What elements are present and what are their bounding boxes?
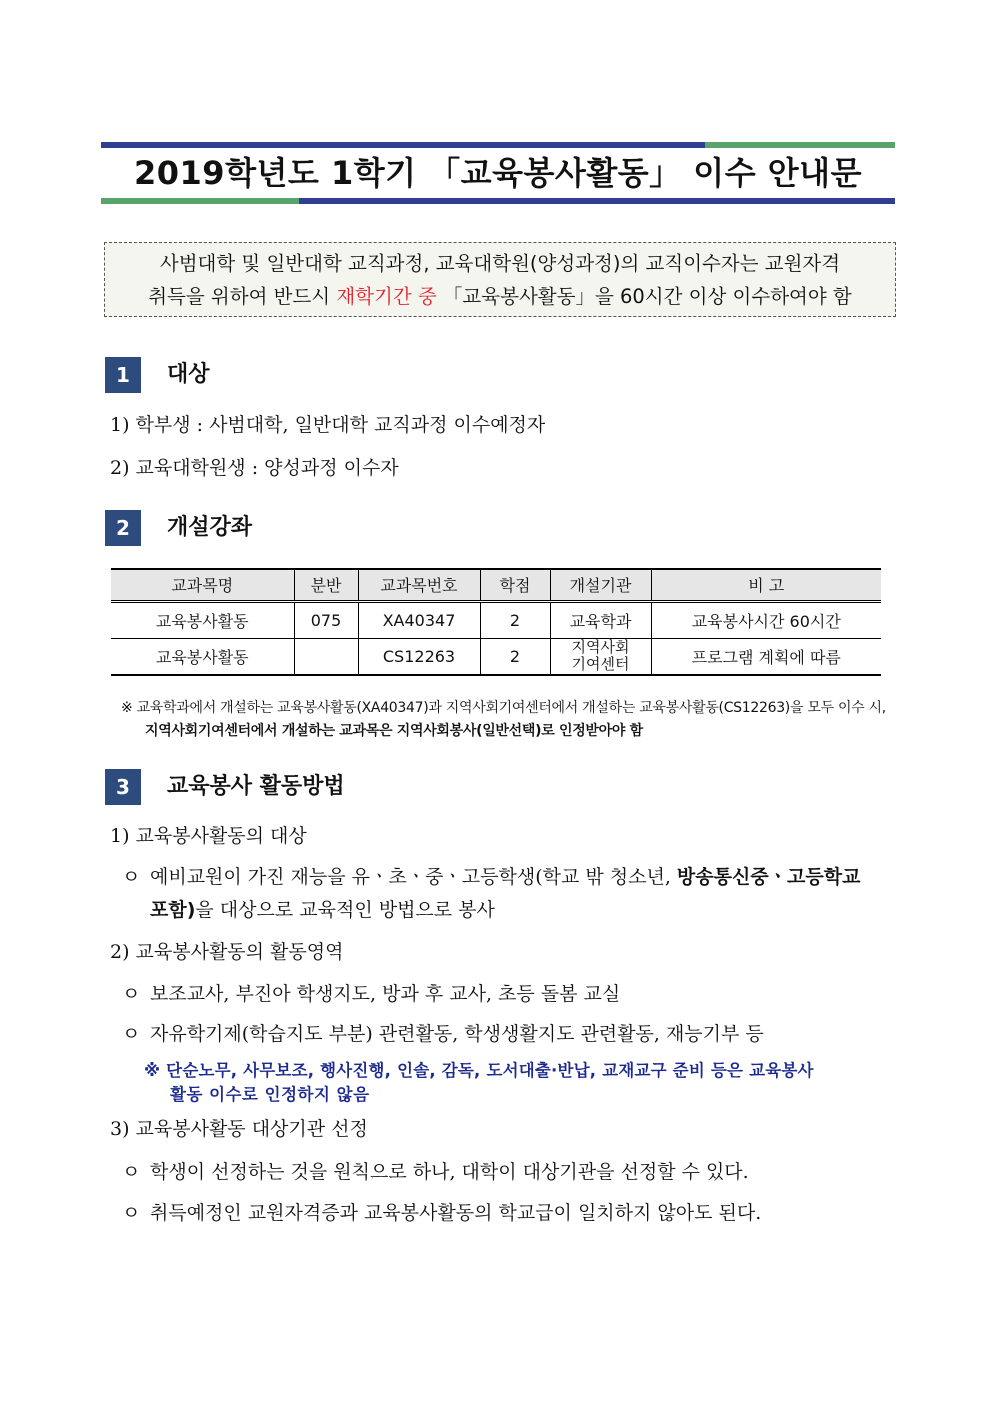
cell-organization-line-1: 지역사회 bbox=[571, 638, 630, 657]
notice-highlight: 재학기간 중 bbox=[336, 285, 437, 308]
bullet-marker: ㅇ bbox=[122, 983, 141, 1005]
header-credit: 학점 bbox=[480, 569, 550, 601]
cell-organization-line-2: 기여센터 bbox=[571, 655, 630, 674]
section-1-title: 대상 bbox=[167, 362, 210, 387]
bullet-2 bbox=[122, 980, 620, 1008]
cell-organization: 교육학과 bbox=[550, 601, 651, 638]
section-1-item-1: 1) 학부생 : 사범대학, 일반대학 교직과정 이수예정자 bbox=[110, 414, 546, 436]
header-course-code: 교과목번호 bbox=[358, 569, 480, 601]
bullet-marker: ㅇ bbox=[122, 1202, 141, 1224]
bullet-5-text: 취득예정인 교원자격증과 교육봉사활동의 학교급이 일치하지 않아도 된다. bbox=[150, 1202, 762, 1224]
section-2-number: 2 bbox=[105, 510, 141, 546]
bullet-5 bbox=[122, 1199, 761, 1227]
section-3-title: 교육봉사 활동방법 bbox=[167, 774, 345, 799]
bullet-1-text-2: 을 대상으로 교육적인 방법으로 봉사 bbox=[195, 899, 495, 921]
cell-credit: 2 bbox=[480, 601, 550, 638]
title-top-bar-green bbox=[705, 142, 895, 148]
bullet-marker: ㅇ bbox=[122, 1023, 141, 1045]
bullet-3-text: 자유학기제(학습지도 부분) 관련활동, 학생생활지도 관련활동, 재능기부 등 bbox=[150, 1023, 764, 1045]
cell-course-code: CS12263 bbox=[358, 638, 480, 675]
notice-line-2-post: 「교육봉사활동」을 60시간 이상 이수하여야 함 bbox=[436, 285, 852, 308]
cell-credit: 2 bbox=[480, 638, 550, 675]
table-header-row bbox=[111, 569, 881, 601]
table-note-line-1: ※ 교육학과에서 개설하는 교육봉사활동(XA40347)과 지역사회기여센터에서 개설하는 교육봉사활동(CS12263)을 모두 이수 시, bbox=[121, 700, 886, 716]
title-bottom-bar-green bbox=[101, 198, 299, 204]
section-2-title: 개설강좌 bbox=[167, 515, 253, 540]
subsection-3-heading: 3) 교육봉사활동 대상기관 선정 bbox=[110, 1118, 368, 1140]
title-top-bar-blue bbox=[101, 142, 705, 148]
header-organization: 개설기관 bbox=[550, 569, 651, 601]
header-course-name: 교과목명 bbox=[111, 569, 294, 601]
cell-course-name: 교육봉사활동 bbox=[111, 601, 294, 638]
bullet-1-text: 예비교원이 가진 재능을 유ㆍ초ㆍ중ㆍ고등학생(학교 밖 청소년, bbox=[150, 866, 677, 888]
bullet-marker: ㅇ bbox=[122, 866, 141, 888]
warning-line-1: ※ 단순노무, 사무보조, 행사진행, 인솔, 감독, 도서대출·반납, 교재교구 준비 등은 교육봉사 bbox=[144, 1061, 814, 1080]
subsection-2-heading: 2) 교육봉사활동의 활동영역 bbox=[110, 941, 344, 963]
bullet-1-bold-2: 포함) bbox=[150, 899, 196, 921]
title-bottom-bar-blue bbox=[299, 198, 895, 204]
table-row bbox=[111, 601, 881, 638]
section-1-number: 1 bbox=[105, 357, 141, 393]
table-note-line-2: 지역사회기여센터에서 개설하는 교과목은 지역사회봉사(일반선택)로 인정받아야 함 bbox=[145, 723, 643, 739]
bullet-4 bbox=[122, 1158, 749, 1186]
subsection-1-heading: 1) 교육봉사활동의 대상 bbox=[110, 825, 307, 847]
header-remark: 비 고 bbox=[651, 569, 881, 601]
notice-line-1: 사범대학 및 일반대학 교직과정, 교육대학원(양성과정)의 교직이수자는 교원자격 bbox=[159, 252, 841, 275]
bullet-1-line-1 bbox=[122, 863, 860, 891]
cell-section bbox=[294, 638, 358, 675]
title-banner bbox=[101, 142, 895, 204]
cell-course-code: XA40347 bbox=[358, 601, 480, 638]
bullet-marker: ㅇ bbox=[122, 1161, 141, 1183]
bullet-4-text: 학생이 선정하는 것을 원칙으로 하나, 대학이 대상기관을 선정할 수 있다. bbox=[150, 1161, 749, 1183]
page-title: 2019학년도 1학기 「교육봉사활동」 이수 안내문 bbox=[134, 154, 862, 192]
bullet-1-line-2 bbox=[150, 896, 495, 924]
bullet-3 bbox=[122, 1020, 764, 1048]
table-row bbox=[111, 638, 881, 675]
cell-organization bbox=[550, 638, 651, 675]
cell-course-name: 교육봉사활동 bbox=[111, 638, 294, 675]
cell-remark: 교육봉사시간 60시간 bbox=[651, 601, 881, 638]
cell-remark: 프로그램 계획에 따름 bbox=[651, 638, 881, 675]
notice-line-2-pre: 취득을 위하여 반드시 bbox=[148, 285, 337, 308]
warning-line-2: 활동 이수로 인정하지 않음 bbox=[170, 1085, 370, 1104]
course-table bbox=[111, 568, 881, 676]
section-3-number: 3 bbox=[105, 769, 141, 805]
cell-section: 075 bbox=[294, 601, 358, 638]
bullet-2-text: 보조교사, 부진아 학생지도, 방과 후 교사, 초등 돌봄 교실 bbox=[150, 983, 621, 1005]
notice-line-2 bbox=[105, 280, 895, 313]
notice-box bbox=[104, 242, 896, 317]
section-1-item-2: 2) 교육대학원생 : 양성과정 이수자 bbox=[110, 457, 399, 479]
bullet-1-bold: 방송통신중ㆍ고등학교 bbox=[676, 866, 861, 888]
header-section: 분반 bbox=[294, 569, 358, 601]
